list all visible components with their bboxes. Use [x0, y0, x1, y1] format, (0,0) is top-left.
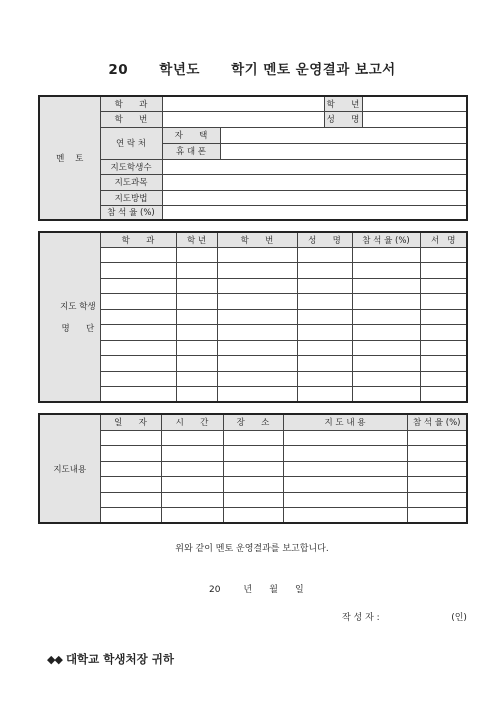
mentor-year-label: 학 년 — [324, 96, 362, 111]
table-cell[interactable] — [176, 309, 217, 325]
table-cell[interactable] — [217, 278, 297, 294]
table-cell[interactable] — [283, 461, 407, 477]
table-cell[interactable] — [352, 278, 420, 294]
table-cell[interactable] — [420, 263, 467, 279]
table-cell[interactable] — [100, 247, 176, 263]
table-cell[interactable] — [420, 278, 467, 294]
table-cell[interactable] — [407, 492, 467, 508]
student-header-id: 학 번 — [217, 232, 297, 247]
table-cell[interactable] — [217, 371, 297, 387]
student-header-signature: 서 명 — [420, 232, 467, 247]
table-cell[interactable] — [176, 325, 217, 341]
table-row — [39, 446, 467, 462]
table-cell[interactable] — [297, 263, 352, 279]
mentor-attendance-field[interactable] — [162, 205, 467, 220]
table-cell[interactable] — [161, 492, 223, 508]
student-side-label-line2: 명 단 — [61, 324, 95, 334]
table-cell[interactable] — [297, 371, 352, 387]
table-row — [39, 309, 467, 325]
table-cell[interactable] — [100, 309, 176, 325]
table-cell[interactable] — [217, 387, 297, 403]
table-cell[interactable] — [283, 430, 407, 446]
table-row — [39, 278, 467, 294]
activity-table — [38, 413, 468, 524]
table-cell[interactable] — [100, 356, 176, 372]
addressee — [39, 637, 174, 667]
table-cell[interactable] — [217, 356, 297, 372]
table-cell[interactable] — [161, 446, 223, 462]
activity-header-attendance: 참 석 율 (%) — [407, 414, 467, 430]
table-cell[interactable] — [176, 340, 217, 356]
table-cell[interactable] — [161, 508, 223, 524]
table-row — [39, 263, 467, 279]
table-cell[interactable] — [407, 477, 467, 493]
table-cell[interactable] — [352, 340, 420, 356]
table-cell[interactable] — [352, 263, 420, 279]
table-cell[interactable] — [176, 278, 217, 294]
table-cell[interactable] — [217, 263, 297, 279]
table-cell[interactable] — [100, 263, 176, 279]
table-cell[interactable] — [420, 294, 467, 310]
table-cell[interactable] — [161, 461, 223, 477]
table-row — [39, 247, 467, 263]
table-cell[interactable] — [100, 492, 161, 508]
table-cell[interactable] — [352, 356, 420, 372]
table-row — [39, 492, 467, 508]
table-cell[interactable] — [223, 430, 283, 446]
mentor-attendance-label: 참 석 율 (%) — [100, 205, 162, 220]
table-cell[interactable] — [217, 309, 297, 325]
table-cell[interactable] — [217, 247, 297, 263]
table-cell[interactable] — [352, 387, 420, 403]
table-cell[interactable] — [283, 477, 407, 493]
table-cell[interactable] — [352, 371, 420, 387]
table-cell[interactable] — [420, 387, 467, 403]
student-header-dept: 학 과 — [100, 232, 176, 247]
table-cell[interactable] — [223, 446, 283, 462]
table-cell[interactable] — [100, 340, 176, 356]
mentor-info-table — [38, 95, 468, 221]
mentor-subject-field[interactable] — [162, 174, 467, 190]
table-cell[interactable] — [297, 278, 352, 294]
mentor-dept-field[interactable] — [162, 96, 324, 111]
table-cell[interactable] — [100, 371, 176, 387]
table-cell[interactable] — [100, 294, 176, 310]
activity-header-date: 일 자 — [100, 414, 161, 430]
table-cell[interactable] — [297, 387, 352, 403]
table-cell[interactable] — [407, 461, 467, 477]
mentor-students-label: 지도학생수 — [100, 159, 162, 174]
report-statement: 위와 같이 멘토 운영결과를 보고합니다. — [175, 544, 329, 554]
table-cell[interactable] — [100, 278, 176, 294]
activity-header-content: 지 도 내 용 — [283, 414, 407, 430]
table-cell[interactable] — [100, 508, 161, 524]
mentor-method-field[interactable] — [162, 190, 467, 205]
activity-header-time: 시 간 — [161, 414, 223, 430]
student-header-name: 성 명 — [297, 232, 352, 247]
table-cell[interactable] — [297, 309, 352, 325]
table-cell[interactable] — [100, 446, 161, 462]
mentor-id-field[interactable] — [162, 111, 324, 127]
mentor-method-label: 지도방법 — [100, 190, 162, 205]
table-cell[interactable] — [223, 492, 283, 508]
table-cell[interactable] — [283, 508, 407, 524]
table-cell[interactable] — [176, 294, 217, 310]
table-cell[interactable] — [420, 371, 467, 387]
table-row — [39, 508, 467, 524]
signature-line: 작 성 자 : (인) — [342, 613, 467, 623]
student-header-attendance: 참 석 율 (%) — [352, 232, 420, 247]
table-cell[interactable] — [223, 461, 283, 477]
table-cell[interactable] — [420, 340, 467, 356]
table-cell[interactable] — [297, 356, 352, 372]
table-row — [39, 325, 467, 341]
table-cell[interactable] — [217, 340, 297, 356]
table-cell[interactable] — [420, 247, 467, 263]
student-side-label-line1: 지도 학생 — [60, 302, 96, 312]
table-cell[interactable] — [283, 446, 407, 462]
table-cell[interactable] — [176, 371, 217, 387]
diamond-bullet-icon: ◆◆ — [47, 653, 62, 666]
table-cell[interactable] — [407, 430, 467, 446]
table-row — [39, 340, 467, 356]
table-cell[interactable] — [217, 294, 297, 310]
mentor-mobile-field[interactable] — [220, 143, 467, 159]
mentor-side-label: 멘 토 — [39, 96, 100, 220]
mentor-year-field[interactable] — [362, 96, 467, 111]
table-cell[interactable] — [223, 477, 283, 493]
student-header-year: 학 년 — [176, 232, 217, 247]
mentor-contact-label: 연 락 처 — [100, 127, 162, 159]
table-row — [39, 371, 467, 387]
mentor-students-field[interactable] — [162, 159, 467, 174]
table-cell[interactable] — [352, 294, 420, 310]
addressee-text: 대학교 학생처장 귀하 — [65, 652, 174, 666]
table-cell[interactable] — [100, 477, 161, 493]
table-cell[interactable] — [161, 477, 223, 493]
student-list-table — [38, 231, 468, 403]
table-cell[interactable] — [352, 325, 420, 341]
table-cell[interactable] — [407, 446, 467, 462]
page-title: 20 학년도 학기 멘토 운영결과 보고서 — [108, 62, 396, 78]
table-cell[interactable] — [420, 309, 467, 325]
mentor-mobile-label: 휴 대 폰 — [162, 143, 220, 159]
table-cell[interactable] — [407, 508, 467, 524]
table-cell[interactable] — [297, 294, 352, 310]
table-cell[interactable] — [176, 356, 217, 372]
table-cell[interactable] — [176, 247, 217, 263]
mentor-name-label: 성 명 — [324, 111, 362, 127]
table-cell[interactable] — [297, 340, 352, 356]
date-line: 20 년 월 일 — [209, 585, 304, 595]
table-cell[interactable] — [223, 508, 283, 524]
table-cell[interactable] — [217, 325, 297, 341]
table-row — [39, 430, 467, 446]
table-cell[interactable] — [161, 430, 223, 446]
table-row — [39, 477, 467, 493]
table-row — [39, 387, 467, 403]
table-cell[interactable] — [297, 325, 352, 341]
table-cell[interactable] — [100, 430, 161, 446]
mentor-id-label: 학 번 — [100, 111, 162, 127]
mentor-subject-label: 지도과목 — [100, 174, 162, 190]
table-cell[interactable] — [100, 387, 176, 403]
mentor-name-field[interactable] — [362, 111, 467, 127]
table-row — [39, 294, 467, 310]
mentor-dept-label: 학 과 — [100, 96, 162, 111]
table-cell[interactable] — [176, 263, 217, 279]
table-cell[interactable] — [352, 247, 420, 263]
table-row — [39, 461, 467, 477]
mentor-home-label: 자 택 — [162, 127, 220, 143]
table-cell[interactable] — [100, 325, 176, 341]
table-cell[interactable] — [283, 492, 407, 508]
table-cell[interactable] — [420, 356, 467, 372]
mentor-home-field[interactable] — [220, 127, 467, 143]
table-row — [39, 356, 467, 372]
table-cell[interactable] — [297, 247, 352, 263]
table-cell[interactable] — [100, 461, 161, 477]
table-cell[interactable] — [176, 387, 217, 403]
table-cell[interactable] — [420, 325, 467, 341]
student-side-label — [39, 232, 100, 402]
activity-side-label: 지도내용 — [39, 414, 100, 523]
table-cell[interactable] — [352, 309, 420, 325]
activity-header-place: 장 소 — [223, 414, 283, 430]
